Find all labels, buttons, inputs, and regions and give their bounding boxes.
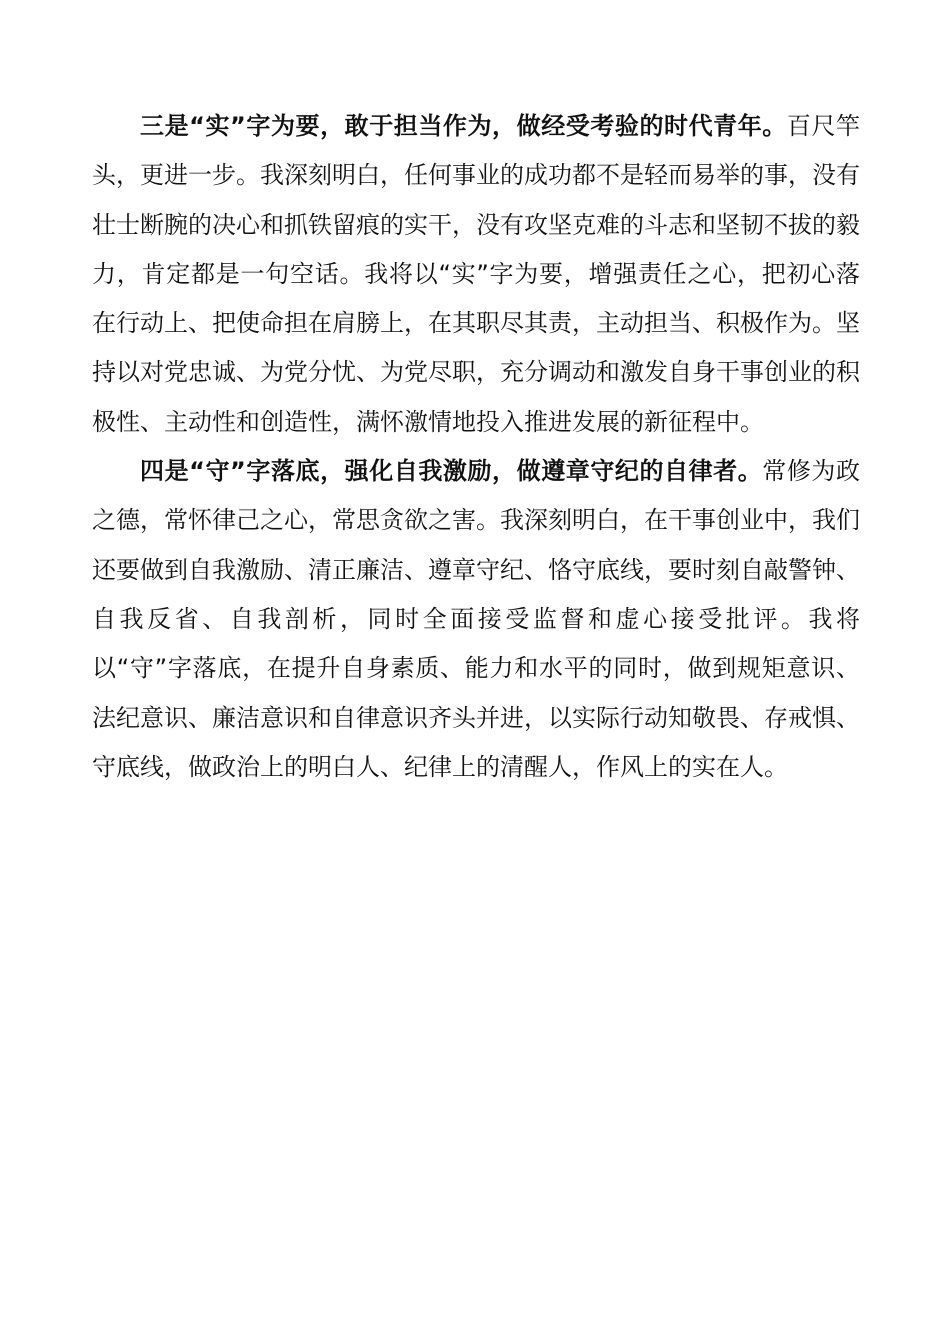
document-body <box>92 102 860 792</box>
paragraph-shi-zi-wei-yao <box>92 102 860 447</box>
paragraph-shou-zi-luo-di <box>92 447 860 792</box>
paragraph-lead-heading: 四是“守”字落底，强化自我激励，做遵章守纪的自律者。 <box>140 457 763 486</box>
paragraph-body-text: 常修为政之德，常怀律己之心，常思贪欲之害。我深刻明白，在干事创业中，我们还要做到自我激励、清正廉洁、遵章守纪、恪守底线，要时刻自敲警钟、自我反省、自我剖析，同时全面接受监督和虚心接受批评。我将以“守”字落底，在提升自身素质、能力和水平的同时，做到规矩意识、法纪意识、廉洁意识和自律意识齐头并进，以实际行动知敬畏、存戒惧、守底线，做政治上的明白人、纪律上的清醒人，作风上的实在人。 <box>92 457 860 781</box>
paragraph-body-text: 百尺竿头，更进一步。我深刻明白，任何事业的成功都不是轻而易举的事，没有壮士断腕的决心和抓铁留痕的实干，没有攻坚克难的斗志和坚韧不拔的毅力，肯定都是一句空话。我将以“实”字为要，增强责任之心，把初心落在行动上、把使命担在肩膀上，在其职尽其责，主动担当、积极作为。坚持以对党忠诚、为党分忧、为党尽职，充分调动和激发自身干事创业的积极性、主动性和创造性，满怀激情地投入推进发展的新征程中。 <box>92 112 861 436</box>
paragraph-lead-heading: 三是“实”字为要，敢于担当作为，做经受考验的时代青年。 <box>140 112 787 140</box>
